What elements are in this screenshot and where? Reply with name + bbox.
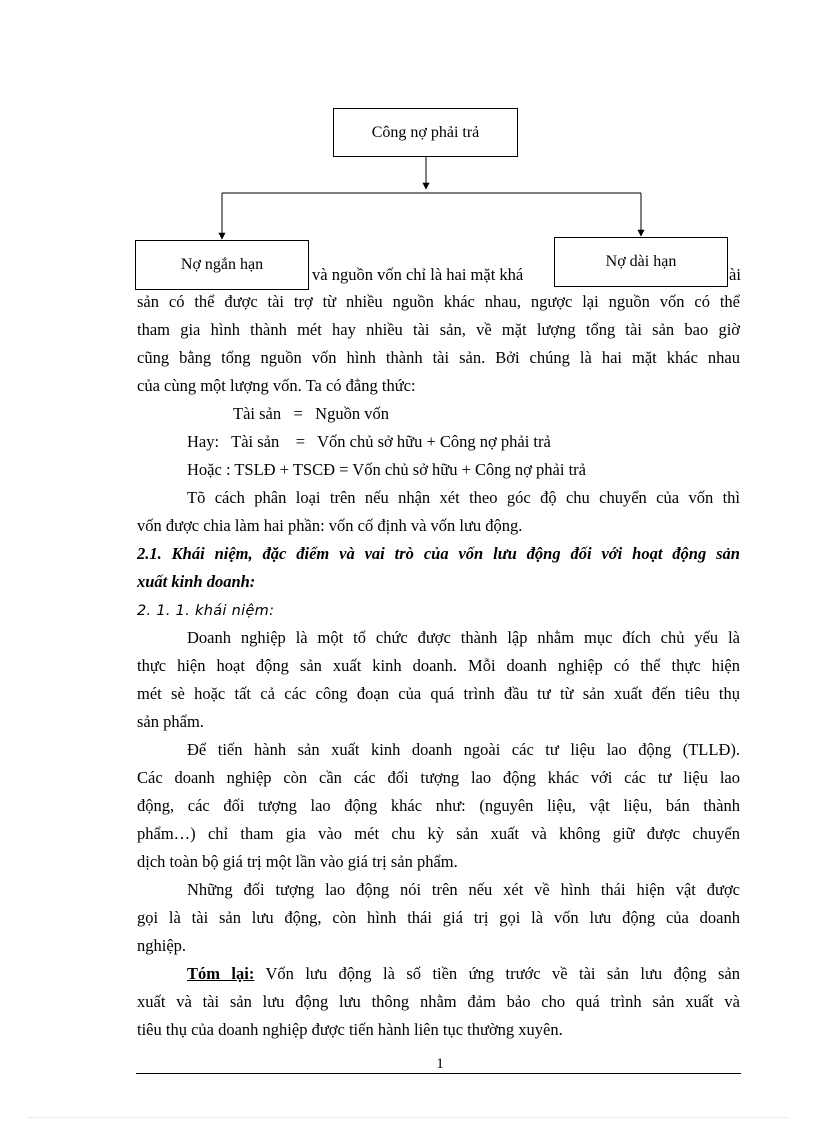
summary-label: Tóm lại: [187, 964, 255, 983]
text-line: sản phẩm. [137, 712, 204, 731]
text-line-partial-tail: ài [729, 265, 741, 284]
text-line: tham gia hình thành mét hay nhiều tài sản, về mặt lượng tổng tài sản bao giờ [137, 320, 740, 339]
text-line: Các doanh nghiệp còn cần các đối tượng lao động khác với các tư liệu lao [137, 768, 740, 787]
summary-line [187, 964, 740, 984]
text-line: Tõ cách phân loại trên nếu nhận xét theo góc độ chu chuyển của vốn thì [187, 488, 740, 507]
subsection-heading-2-1-1: 2. 1. 1. khái niệm: [137, 603, 275, 619]
footer-divider [136, 1073, 741, 1074]
diagram-box-short-term-debt: Nợ ngắn hạn [135, 240, 309, 290]
equation-line-1: Tài sản = Nguồn vốn [233, 404, 389, 423]
text-line: gọi là tài sản lưu động, còn hình thái giá trị gọi là vốn lưu động của doanh [137, 908, 740, 927]
text-line: dịch toàn bộ giá trị một lần vào giá trị sản phẩm. [137, 852, 458, 871]
text-line-partial: và nguồn vốn chỉ là hai mặt khá [312, 265, 524, 284]
text-line: sản có thể được tài trợ từ nhiều nguồn khác nhau, ngược lại nguồn vốn có thể [137, 292, 740, 311]
diagram-box-long-term-debt: Nợ dài hạn [554, 237, 728, 287]
text-line: xuất và tài sản lưu động lưu thông nhằm đảm bảo cho quá trình sản xuất và [137, 992, 740, 1011]
text-line: cũng bằng tổng nguồn vốn hình thành tài sản. Bởi chúng là hai mặt khác nhau [137, 348, 740, 367]
text-line: phẩm…) chỉ tham gia vào mét chu kỳ sản xuất và không giữ được chuyển [137, 824, 740, 843]
summary-text: Vốn lưu động là số tiền ứng trước về tài sản lưu động sản [254, 964, 741, 983]
text-line: tiêu thụ của doanh nghiệp được tiến hành liên tục thường xuyên. [137, 1020, 563, 1039]
text-line: nghiệp. [137, 936, 187, 955]
text-line: Những đối tượng lao động nói trên nếu xét về hình thái hiện vật được [187, 880, 740, 899]
page-number: 1 [436, 1056, 444, 1072]
text-line: thực hiện hoạt động sản xuất kinh doanh. Mỗi doanh nghiệp có thể thực hiện [137, 656, 740, 675]
diagram-box-payables: Công nợ phải trả [333, 108, 518, 157]
text-line: của cùng một lượng vốn. Ta có đẳng thức: [137, 376, 416, 395]
section-heading-2-1: 2.1. Khái niệm, đặc điểm và vai trò của vốn lưu động đối với hoạt động sản [137, 544, 740, 563]
equation-line-3: Hoặc : TSLĐ + TSCĐ = Vốn chủ sở hữu + Công nợ phải trả [187, 460, 586, 479]
text-line: Để tiến hành sản xuất kinh doanh ngoài các tư liệu lao động (TLLĐ). [187, 740, 740, 759]
text-line: mét sè hoặc tất cả các công đoạn của quá trình đầu tư từ sản xuất đến tiêu thụ [137, 684, 740, 703]
section-heading-2-1-cont: xuất kinh doanh: [137, 572, 256, 591]
text-line: động, các đối tượng lao động khác như: (nguyên liệu, vật liệu, bán thành [137, 796, 740, 815]
equation-line-2: Hay: Tài sản = Vốn chủ sở hữu + Công nợ phải trả [187, 432, 551, 451]
text-line: vốn được chia làm hai phần: vốn cố định và vốn lưu động. [137, 516, 523, 535]
text-line: Doanh nghiệp là một tổ chức được thành lập nhằm mục đích chủ yếu là [187, 628, 740, 647]
page-edge-dots [28, 1117, 788, 1118]
